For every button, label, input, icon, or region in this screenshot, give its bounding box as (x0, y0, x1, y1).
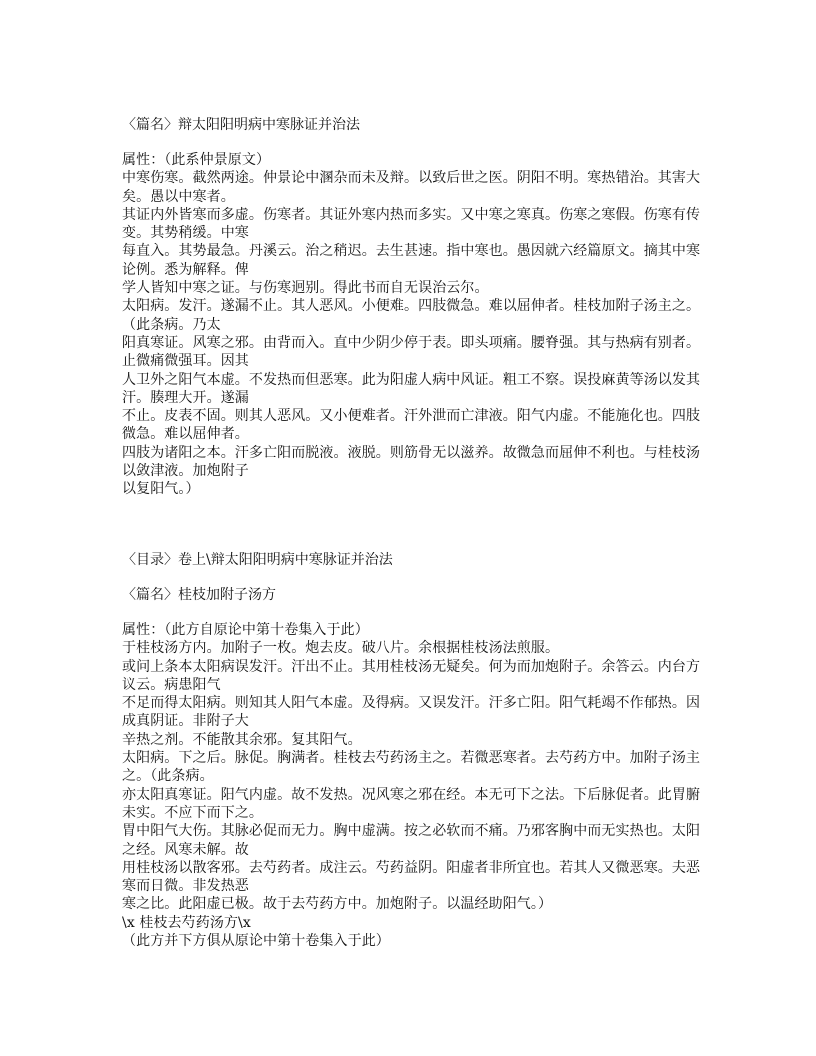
section-guizhi-fuzi-discussion (122, 116, 700, 499)
text-line: \x 桂枝去芍药汤方\x (122, 914, 251, 931)
text-line: （此方并下方俱从原论中第十卷集入于此） (122, 933, 390, 950)
text-line: 于桂枝汤方内。加附子一枚。炮去皮。破八片。余根据桂枝汤法煎服。 (122, 640, 560, 657)
text-line: 成真阴证。非附子大 (122, 713, 249, 730)
blank-line (122, 604, 700, 621)
text-line: （此条病。乃太 (122, 316, 221, 333)
text-line: 以敛津液。加炮附子 (122, 463, 249, 480)
text-line: 以复阳气。） (122, 481, 200, 498)
text-line: 其证内外皆寒而多虚。伤寒者。其证外寒内热而多实。又中寒之寒真。伤寒之寒假。伤寒有传 (122, 206, 701, 223)
text-line: 议云。病患阳气 (122, 676, 221, 693)
text-line: 太阳病。下之后。脉促。胸满者。桂枝去芍药汤主之。若微恶寒者。去芍药方中。加附子汤主 (122, 750, 701, 767)
text-line: 矣。愚以中寒者。 (122, 188, 235, 205)
text-line: 太阳病。发汗。遂漏不止。其人恶风。小便难。四肢微急。难以屈伸者。桂枝加附子汤主之。 (122, 298, 701, 315)
section-heading: 〈篇名〉辩太阳阳明病中寒脉证并治法 (122, 117, 360, 133)
text-line: 阳真寒证。风寒之邪。由背而入。直中少阴少停于表。即头项痛。腰脊强。其与热病有别者。 (122, 334, 701, 351)
text-line: 未实。不应下而下之。 (122, 804, 263, 821)
text-line: 寒之比。此阳虚已极。故于去芍药方中。加炮附子。以温经助阳气。） (122, 896, 553, 913)
attribute-line: 属性：（此系仲景原文） (122, 152, 271, 168)
text-line: 人卫外之阳气本虚。不发热而但恶寒。此为阳虚人病中风证。粗工不察。误投麻黄等汤以发其 (122, 371, 701, 388)
text-line: 之。（此条病。 (122, 768, 214, 785)
text-line: 不止。皮表不固。则其人恶风。又小便难者。汗外泄而亡津液。阳气内虚。不能施化也。四肢 (122, 408, 701, 425)
text-line: 汗。腠理大开。遂漏 (122, 389, 249, 406)
text-line: 不足而得太阳病。则知其人阳气本虚。及得病。又误发汗。汗多亡阳。阳气耗竭不作郁热。因 (122, 695, 701, 712)
section-guizhi-fuzi-formula (122, 551, 700, 950)
text-line: 或问上条本太阳病误发汗。汗出不止。其用桂枝汤无疑矣。何为而加炮附子。余答云。内台方 (122, 658, 701, 675)
text-line: 止微痛微强耳。因其 (122, 353, 249, 370)
text-line: 变。其势稍缓。中寒 (122, 225, 249, 242)
text-line: 论例。悉为解释。俾 (122, 261, 249, 278)
text-line: 之经。风寒未解。故 (122, 841, 249, 858)
section-heading: 〈目录〉卷上\辩太阳阳明病中寒脉证并治法 (122, 552, 393, 568)
text-line: 用桂枝汤以散客邪。去芍药者。成注云。芍药益阴。阳虚者非所宜也。若其人又微恶寒。夫恶 (122, 859, 701, 876)
text-line: 亦太阳真寒证。阳气内虚。故不发热。况风寒之邪在经。本无可下之法。下后脉促者。此胃腑 (122, 786, 701, 803)
text-line: 辛热之剂。不能散其余邪。复其阳气。 (122, 731, 362, 748)
text-line: 学人皆知中寒之证。与伤寒迥别。得此书而自无误治云尔。 (122, 280, 489, 297)
text-line: 微急。难以屈伸者。 (122, 426, 249, 443)
section-heading: 〈篇名〉桂枝加附子汤方 (122, 587, 276, 603)
text-line: 每直入。其势最急。丹溪云。治之稍迟。去生甚速。指中寒也。愚因就六经篇原文。摘其中寒 (122, 243, 701, 260)
text-line: 四肢为诸阳之本。汗多亡阳而脱液。液脱。则筋骨无以滋养。故微急而屈伸不利也。与桂枝汤 (122, 444, 701, 461)
attribute-line: 属性：（此方自原论中第十卷集入于此） (122, 622, 369, 638)
text-line: 寒而日微。非发热恶 (122, 878, 249, 895)
text-line: 胃中阳气大伤。其脉必促而无力。胸中虚满。按之必软而不痛。乃邪客胸中而无实热也。太阳 (122, 823, 701, 840)
blank-line (122, 569, 700, 586)
text-line: 中寒伤寒。截然两途。仲景论中溷杂而未及辩。以致后世之医。阴阳不明。寒热错治。其害大 (122, 170, 701, 187)
blank-line (122, 134, 700, 151)
